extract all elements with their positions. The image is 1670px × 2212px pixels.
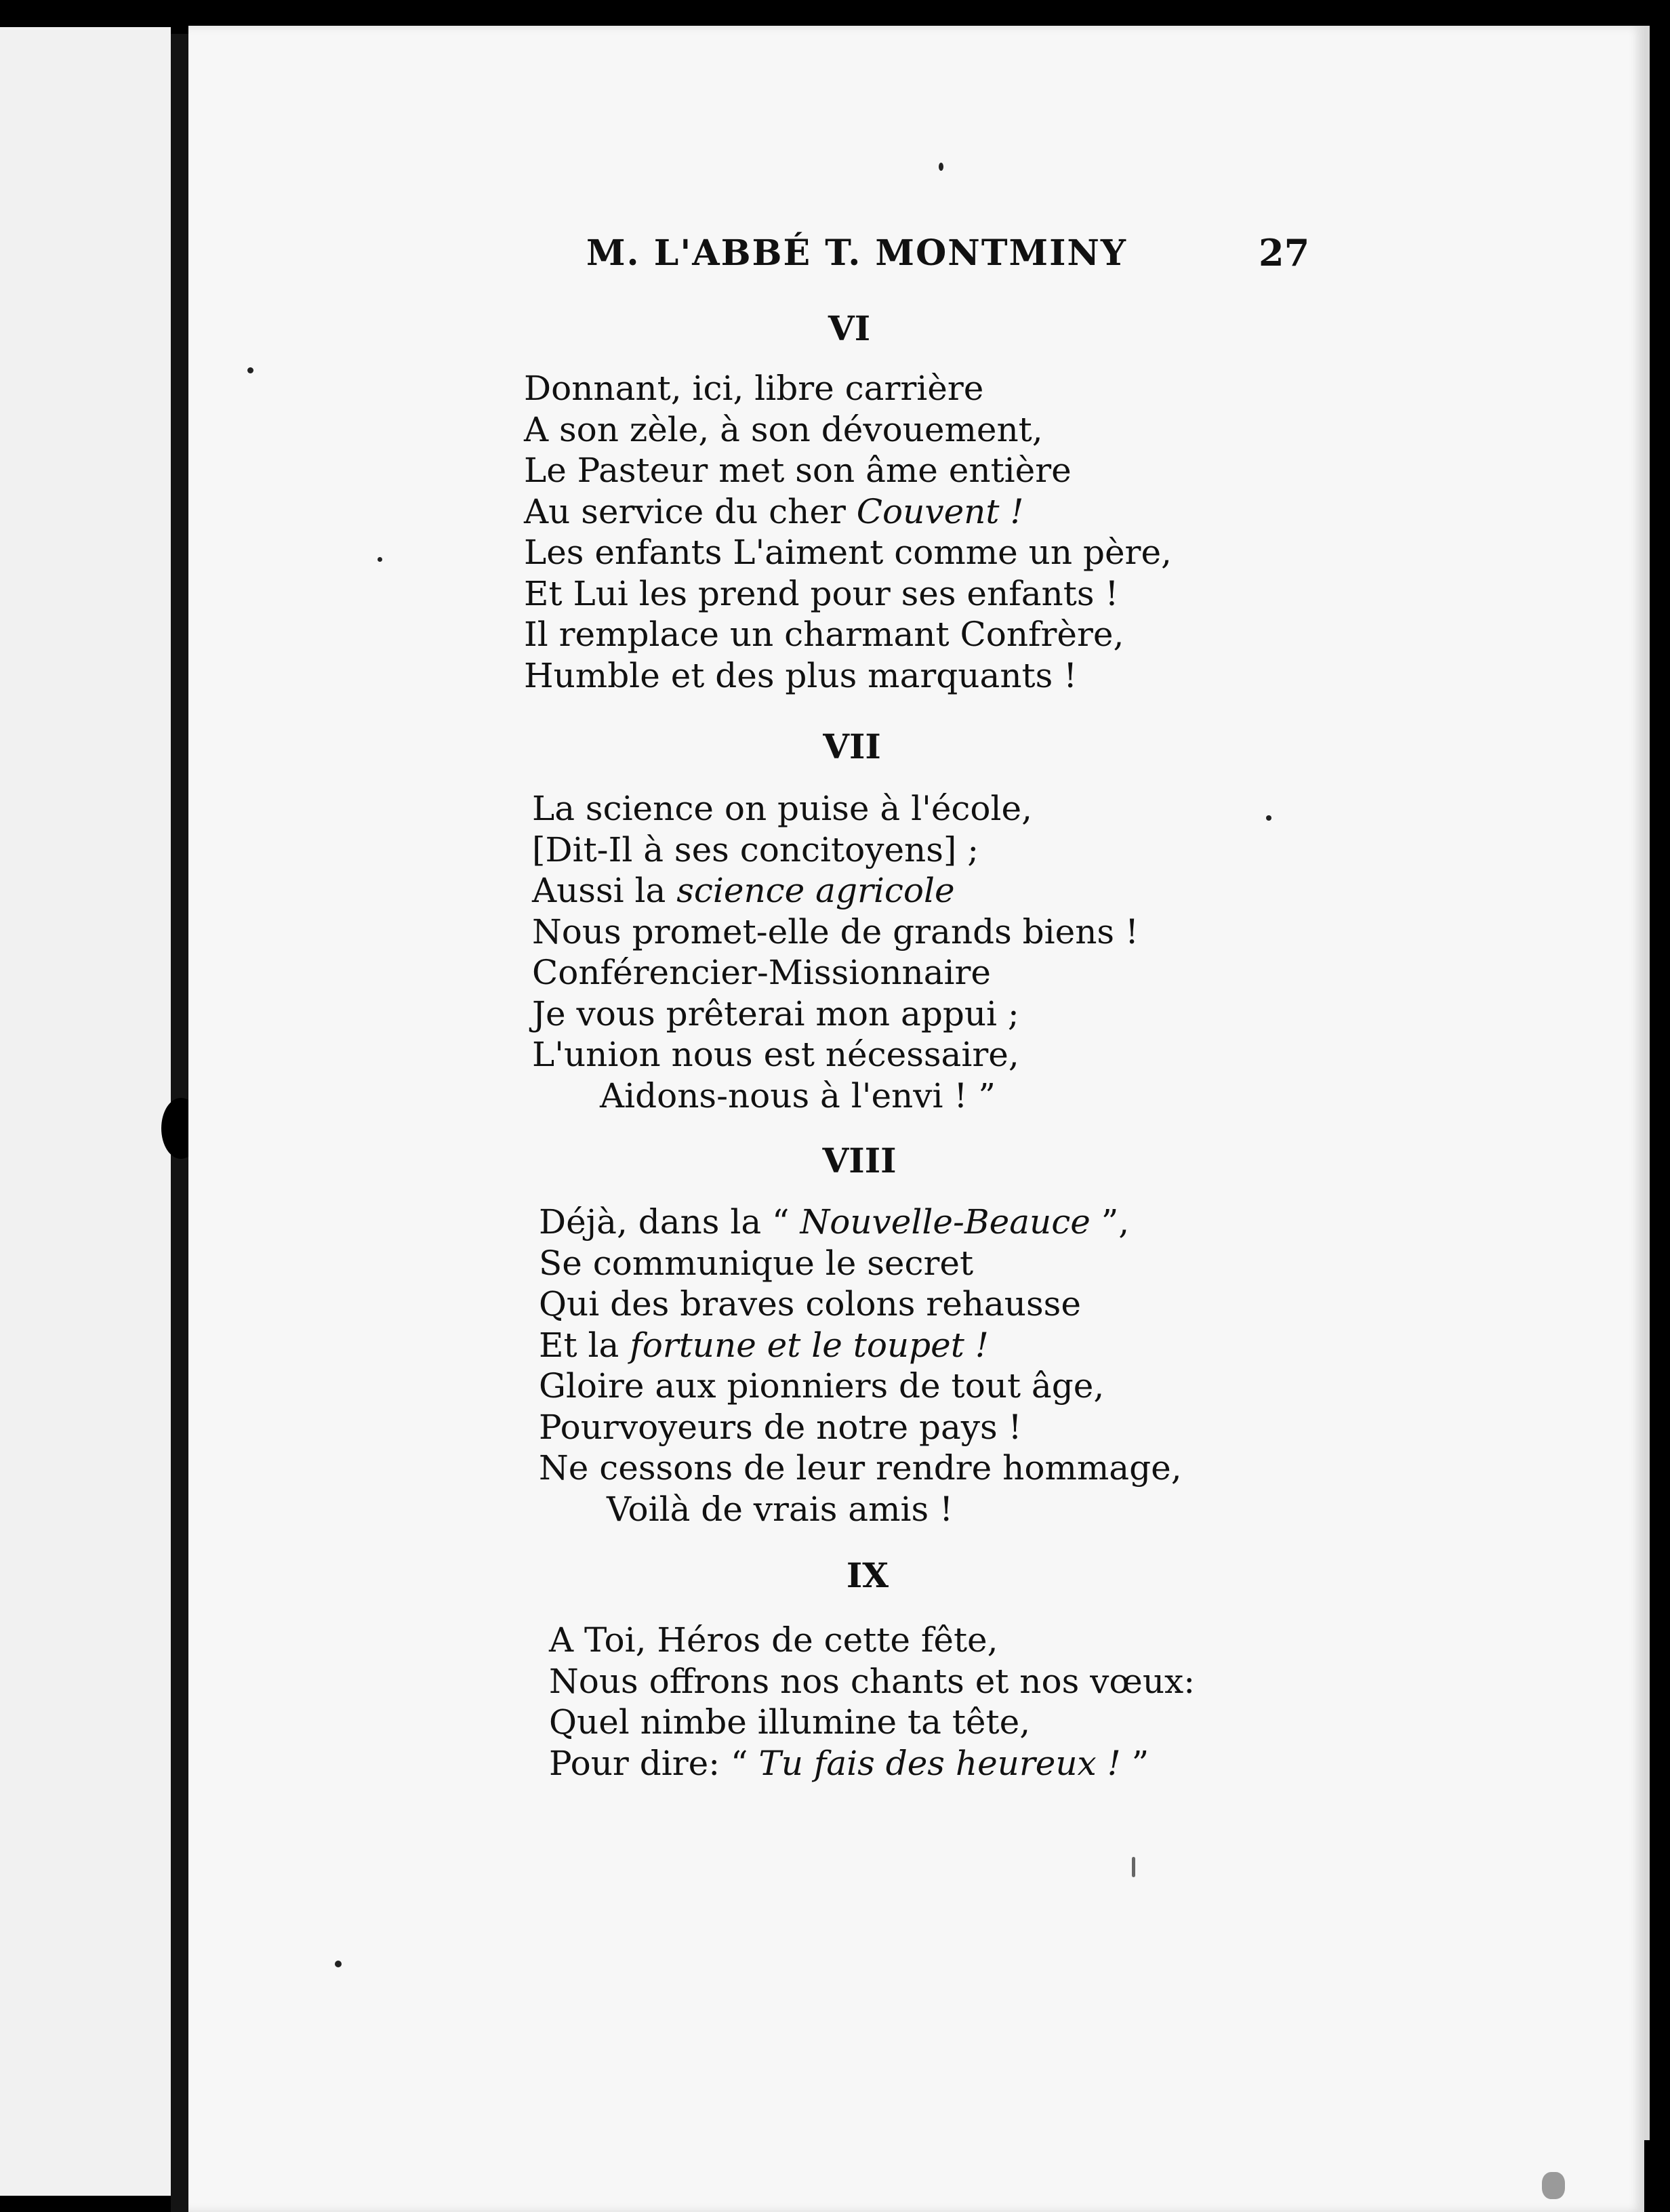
verse-text: Pour dire: “ bbox=[549, 1743, 759, 1783]
stanza bbox=[524, 368, 1172, 696]
page-edge bbox=[1644, 26, 1650, 2140]
speck bbox=[247, 367, 253, 373]
verse-line: Aidons-nous à l'envi ! ” bbox=[600, 1076, 996, 1115]
speck bbox=[1266, 815, 1271, 821]
verse-emphasis: fortune et le toupet ! bbox=[630, 1325, 989, 1365]
verse-line bbox=[532, 870, 1139, 912]
verse-line: Et Lui les prend pour ses enfants ! bbox=[524, 573, 1119, 613]
verse-line bbox=[539, 1325, 1182, 1366]
verse-line: Le Pasteur met son âme entière bbox=[524, 451, 1072, 490]
verse-line: Il remplace un charmant Confrère, bbox=[524, 615, 1124, 654]
verse-line: Gloire aux pionniers de tout âge, bbox=[539, 1366, 1105, 1406]
verse-emphasis: science agricole bbox=[676, 871, 955, 910]
stanza-number: IX bbox=[846, 1555, 889, 1595]
verse-line: Donnant, ici, libre carrière bbox=[524, 369, 984, 408]
speck bbox=[335, 1961, 342, 1967]
speck bbox=[378, 557, 382, 562]
verse-line bbox=[524, 491, 1172, 533]
verse-text: Au service du cher bbox=[524, 491, 857, 531]
verse-line: Nous offrons nos chants et nos vœux: bbox=[549, 1661, 1196, 1701]
verse-line: Humble et des plus marquants ! bbox=[524, 655, 1078, 695]
verse-line: Voilà de vrais amis ! bbox=[607, 1489, 954, 1529]
page-number: 27 bbox=[1259, 231, 1310, 274]
verse-text: ” bbox=[1120, 1743, 1149, 1783]
verse-line: A Toi, Héros de cette fête, bbox=[549, 1620, 998, 1660]
verse-emphasis: Nouvelle-Beauce bbox=[800, 1202, 1091, 1242]
verse-text: ”, bbox=[1090, 1202, 1130, 1242]
stanza bbox=[539, 1202, 1182, 1530]
verse-line: Se communique le secret bbox=[539, 1243, 974, 1283]
stanza bbox=[532, 788, 1139, 1116]
verse-line: Qui des braves colons rehausse bbox=[539, 1284, 1081, 1324]
verse-line: Conférencier-Missionnaire bbox=[532, 953, 992, 992]
stanza-number: VIII bbox=[822, 1141, 897, 1181]
verse-text: Aussi la bbox=[532, 871, 677, 910]
verse-line: L'union nous est nécessaire, bbox=[532, 1035, 1019, 1074]
verse-line bbox=[549, 1743, 1195, 1784]
verse-text: Et la bbox=[539, 1325, 630, 1365]
speck bbox=[1542, 2172, 1565, 2199]
verse-line: Quel nimbe illumine ta tête, bbox=[549, 1702, 1031, 1742]
verse-emphasis: Tu fais des heureux ! bbox=[758, 1743, 1121, 1783]
verse-line bbox=[539, 1202, 1182, 1243]
stanza-number: VI bbox=[828, 308, 871, 348]
scanned-page bbox=[188, 26, 1644, 2212]
stanza-number: VII bbox=[823, 726, 881, 766]
speck bbox=[1132, 1857, 1135, 1877]
verse-line: La science on puise à l'école, bbox=[532, 789, 1032, 828]
verse-line: Les enfants L'aiment comme un père, bbox=[524, 533, 1172, 572]
verse-line: A son zèle, à son dévouement, bbox=[524, 409, 1043, 449]
stanza bbox=[549, 1620, 1195, 1784]
verse-line: [Dit-Il à ses concitoyens] ; bbox=[532, 830, 979, 869]
verse-line: Nous promet-elle de grands biens ! bbox=[532, 912, 1139, 951]
verse-line: Pourvoyeurs de notre pays ! bbox=[539, 1407, 1022, 1447]
facing-page-edge bbox=[0, 27, 171, 2196]
verse-line: Je vous prêterai mon appui ; bbox=[532, 994, 1019, 1033]
running-title: M. L'ABBÉ T. MONTMINY bbox=[586, 232, 1128, 274]
verse-emphasis: Couvent ! bbox=[856, 491, 1024, 531]
speck bbox=[939, 163, 943, 171]
verse-line: Ne cessons de leur rendre hommage, bbox=[539, 1448, 1182, 1488]
verse-text: Déjà, dans la “ bbox=[539, 1202, 800, 1242]
